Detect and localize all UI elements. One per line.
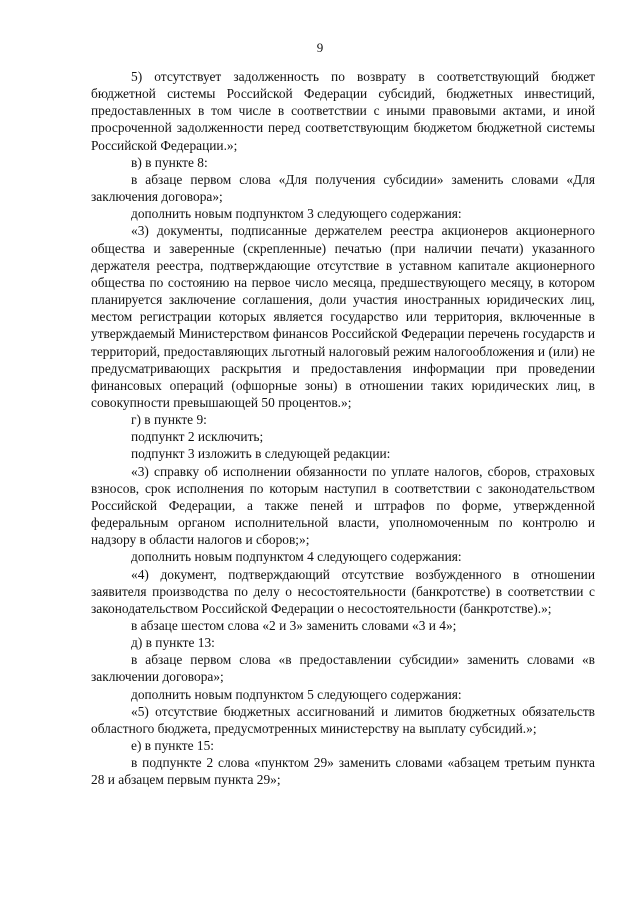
paragraph-replace-words-point-8: в абзаце первом слова «Для получения субсидии» заменить словами «Для заключения договора»; (91, 171, 595, 205)
paragraph-item-g-point-9: г) в пункте 9: (131, 412, 207, 428)
paragraph-subitem-3-documents: «3) документы, подписанные держателем реестра акционеров акционерного общества и заверенные (скрепленные) печатью (при наличии печати) указанного держателя реестра, подтверждающие отсутствие в уставном капитале акционерного общества по состоянию на первое число месяца, предшествующего месяцу, в котором планируется заключение соглашения, доли участия иностранных юридических лиц, местом регистрации которых является государство или территория, включенные в утверждаемый Министерством финансов Российской Федерации перечень государств и территорий, предоставляющих льготный налоговый режим налогообложения и (или) не предусматривающих раскрытия и предоставления информации при проведении финансовых операций (офшорные зоны) в отношении таких юридических лиц, в совокупности превышающей 50 процентов.»; (91, 223, 595, 410)
paragraph-item-e-point-15: е) в пункте 15: (131, 738, 215, 754)
paragraph-replace-words-point-13: в абзаце первом слова «в предоставлении субсидии» заменить словами «в заключении договора»; (91, 652, 595, 685)
paragraph-subitem-3-tax-certificate: «3) справку об исполнении обязанности по уплате налогов, сборов, страховых взносов, срок исполнения по которым наступил в соответствии с законодательством Российской Федерации, а также пеней и штрафов по форме, утвержденной федеральным органом исполнительной власти, уполномоченным по контролю и надзору в области налогов и сборов;»; (91, 463, 595, 548)
paragraph-replace-words-point-15: в подпункте 2 слова «пунктом 29» заменить словами «абзацем третьим пункта 28 и абзацем первым пункта 29»; (91, 755, 595, 788)
paragraph-add-subitem-5: дополнить новым подпунктом 5 следующего содержания: (131, 686, 462, 702)
paragraph-subitem-5-no-budget: «5) отсутствие бюджетных ассигнований и лимитов бюджетных обязательств областного бюджета, предусмотренных министерству на выплату субсидий.»; (91, 703, 595, 736)
paragraph-add-subitem-3: дополнить новым подпунктом 3 следующего содержания: (131, 206, 462, 222)
paragraph-add-subitem-4: дополнить новым подпунктом 4 следующего содержания: (131, 549, 462, 565)
paragraph-restate-subitem-3: подпункт 3 изложить в следующей редакции: (131, 446, 391, 462)
paragraph-exclude-subitem-2: подпункт 2 исключить; (131, 429, 264, 445)
paragraph-subitem-5-no-debt: 5) отсутствует задолженность по возврату в соответствующий бюджет бюджетной системы Российской Федерации субсидий, бюджетных инвестиций, предоставленных в том числе в соответствии с иными правовыми актами, и иной просроченной задолженности перед соответствующим бюджетом бюджетной системы Российской Федерации.»; (91, 69, 595, 153)
document-body (91, 68, 595, 789)
paragraph-replace-words-sixth: в абзаце шестом слова «2 и 3» заменить словами «3 и 4»; (131, 618, 457, 633)
paragraph-item-d-point-13: д) в пункте 13: (131, 635, 215, 651)
paragraph-item-v-point-8: в) в пункте 8: (131, 154, 208, 170)
page-number: 9 (316, 40, 324, 55)
paragraph-subitem-4-bankruptcy: «4) документ, подтверждающий отсутствие возбужденного в отношении заявителя производства по делу о несостоятельности (банкротстве) в соответствии с законодательством Российской Федерации о несостоятельности (банкротстве).»; (91, 566, 595, 616)
